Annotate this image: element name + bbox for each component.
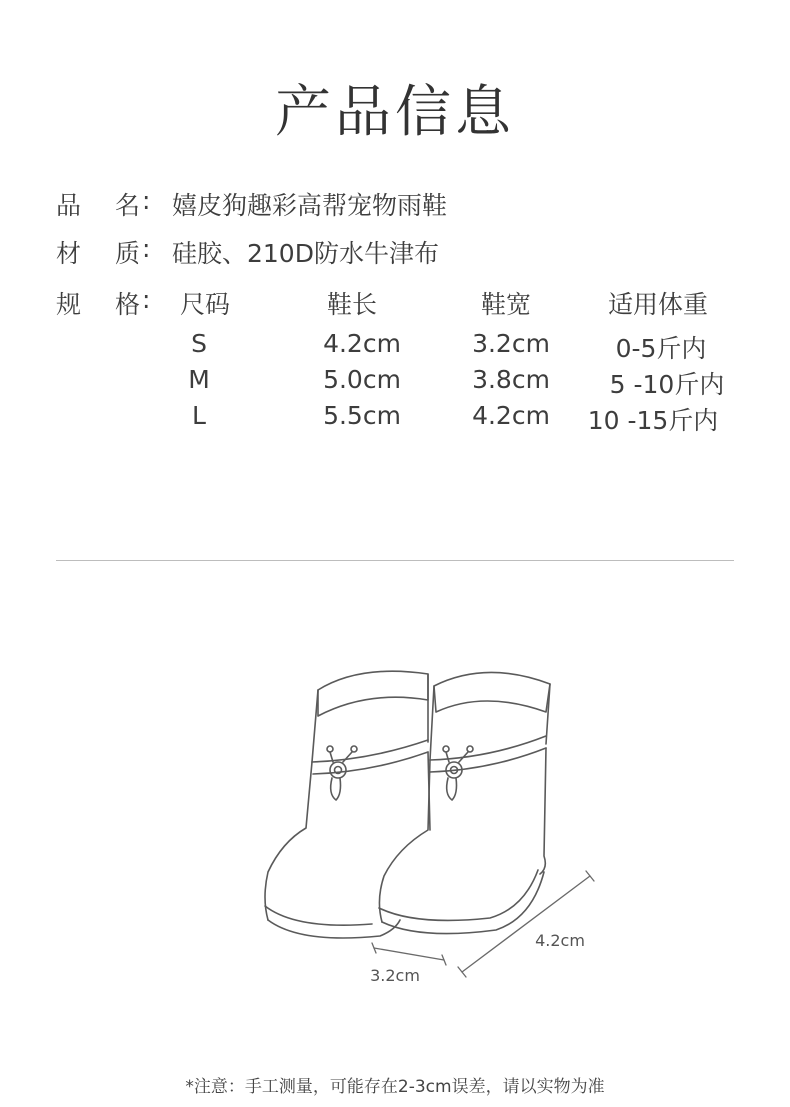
spec-header-weight: 适用体重 bbox=[607, 290, 709, 319]
table-cell: 3.8cm bbox=[472, 365, 550, 394]
table-cell: 4.2cm bbox=[472, 401, 550, 430]
spec-header-width: 鞋宽 bbox=[480, 290, 532, 319]
spec-header-length: 鞋长 bbox=[326, 290, 378, 319]
product-name-label-a: 品 bbox=[56, 191, 82, 220]
table-cell: L bbox=[192, 401, 206, 430]
product-name-colon: : bbox=[142, 186, 151, 215]
table-cell: 0-5斤内 bbox=[615, 334, 707, 363]
spec-label-a: 规 bbox=[56, 290, 82, 319]
material-label-b: 质 bbox=[115, 239, 141, 268]
length-dimension-line bbox=[458, 871, 594, 977]
table-cell: 5.0cm bbox=[323, 365, 401, 394]
table-cell: 4.2cm bbox=[323, 329, 401, 358]
table-cell: S bbox=[191, 329, 207, 358]
width-dimension-line bbox=[372, 943, 446, 965]
table-cell: M bbox=[188, 365, 210, 394]
material-colon: : bbox=[142, 234, 151, 263]
table-cell: 3.2cm bbox=[472, 329, 550, 358]
page-title: 产品信息 bbox=[275, 80, 515, 145]
width-dimension-label: 3.2cm bbox=[370, 966, 420, 985]
spec-header-size: 尺码 bbox=[179, 290, 231, 319]
measurement-note: *注意：手工测量，可能存在2-3cm误差，请以实物为准 bbox=[185, 1077, 605, 1097]
right-boot-drawing bbox=[379, 672, 550, 933]
product-name-label-b: 名 bbox=[115, 191, 141, 220]
material-label-a: 材 bbox=[56, 239, 82, 268]
rain-boots-illustration bbox=[0, 600, 790, 1020]
product-name-value: 嬉皮狗趣彩高帮宠物雨鞋 bbox=[172, 191, 448, 220]
length-dimension-label: 4.2cm bbox=[535, 931, 585, 950]
spec-colon: : bbox=[142, 285, 151, 314]
section-divider bbox=[56, 560, 734, 561]
left-boot-drawing bbox=[265, 671, 430, 938]
table-cell: 10 -15斤内 bbox=[587, 406, 719, 435]
spec-label-b: 格 bbox=[115, 290, 141, 319]
table-cell: 5.5cm bbox=[323, 401, 401, 430]
material-value: 硅胶、210D防水牛津布 bbox=[172, 239, 439, 268]
table-cell: 5 -10斤内 bbox=[609, 370, 725, 399]
